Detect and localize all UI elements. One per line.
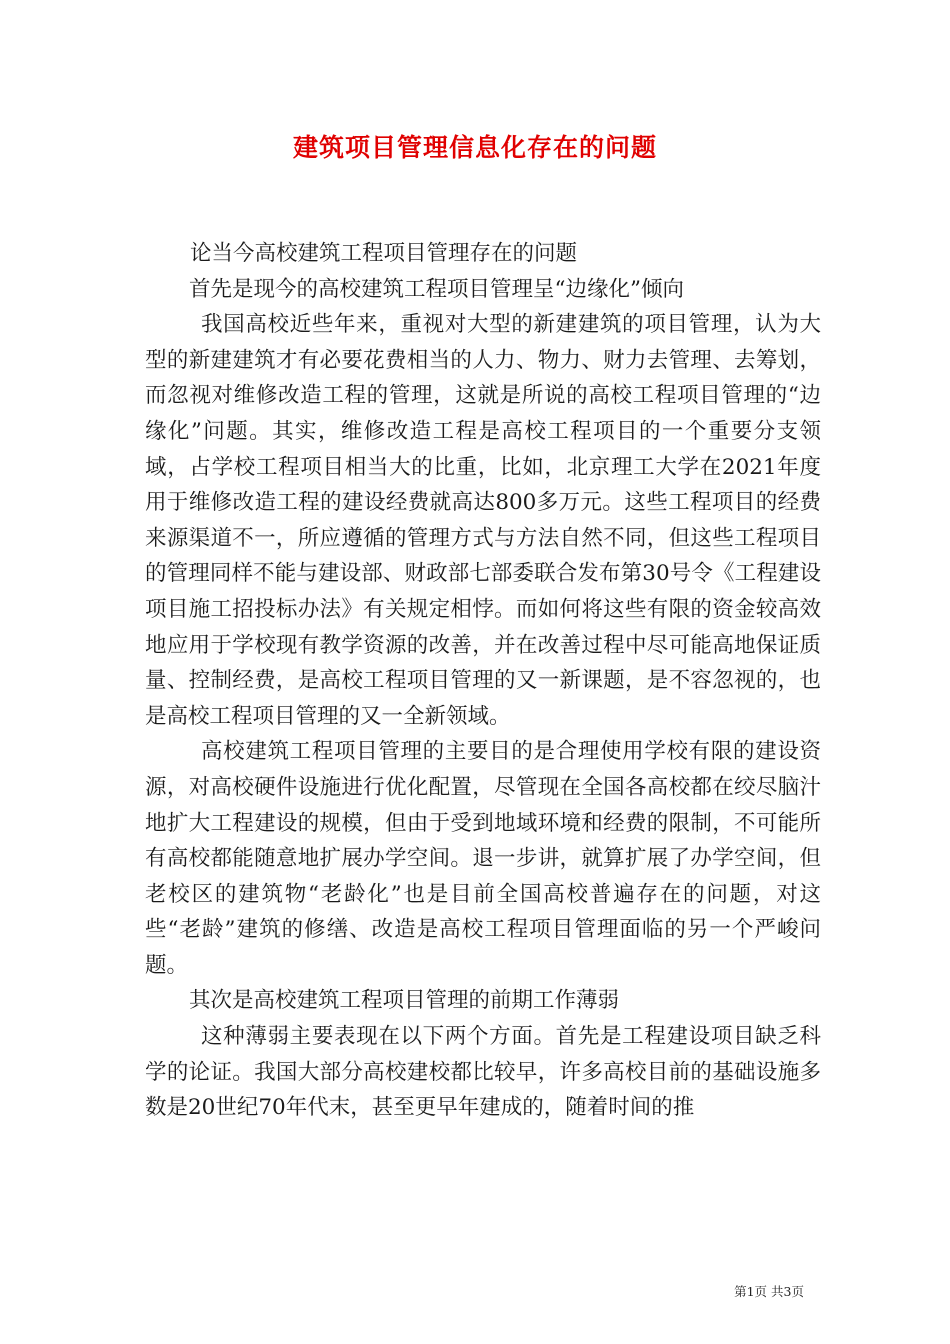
subheading-marginalization: 首先是现今的高校建筑工程项目管理呈“边缘化”倾向 bbox=[189, 276, 684, 302]
paragraph-resource-allocation: 高校建筑工程项目管理的主要目的是合理使用学校有限的建设资源，对高校硬件设施进行优化配置，尽管现在全国各高校都在绞尽脑汁地扩大工程建设的规模，但由于受到地域环境和经费的限制，不可能所有高校都能随意地扩展办学空间。退一步讲，就算扩展了办学空间，但老校区的建筑物“老龄化”也是目前全国高校普遍存在的问题，对这些“老龄”建筑的修缮、改造是高校工程项目管理面临的另一个严峻问题。 bbox=[145, 739, 821, 978]
document-page: 建筑项目管理信息化存在的问题 论当今高校建筑工程项目管理存在的问题 首先是现今的高校建筑工程项目管理呈“边缘化”倾向 我国高校近些年来，重视对大型的新建建筑的项目管理，认为大型的新建建筑才有必要花费相当的人力、物力、财力去管理、去筹划，而忽视对维修改造工程的管理，这就是所说的高校工程项目管理的“边缘化”问题。其实，维修改造工程是高校工程项目的一个重要分支领域，占学校工程项目相当大的比重，比如，北京理工大学在2021年度用于维修改造工程的建设经费就高达800多万元。这些工程项目的经费来源渠道不一，所应遵循的管理方式与方法自然不同，但这些工程项目的管理同样不能与建设部、财政部七部委联合发布第30号令《工程建设项目施工招投标办法》有关规定相悖。而如何将这些有限的资金较高效地应用于学校现有教学资源的改善，并在改善过程中尽可能高地保证质量、控制经费，是高校工程项目管理的又一新课题，是不容忽视的，也是高校工程项目管理的又一全新领域。 高校建筑工程项目管理的主要目的是合理使用学校有限的建设资源，对高校硬件设施进行优化配置，尽管现在全国各高校都在绞尽脑汁地扩大工程建设的规模，但由于受到地域环境和经费的限制，不可能所有高校都能随意地扩展办学空间。退一步讲，就算扩展了办学空间，但老校区的建筑物“老龄化”也是目前全国高校普遍存在的问题，对这些“老龄”建筑的修缮、改造是高校工程项目管理面临的另一个严峻问题。 其次是高校建筑工程项目管理的前期工作薄弱 这种薄弱主要表现在以下两个方面。首先是工程建设项目缺乏科学的论证。我国大部分高校建校都比较早，许多高校目前的基础设施多数是20世纪70年代末，甚至更早年建成的，随着时间的推 第1页 共3页 bbox=[0, 0, 950, 1344]
section-heading: 论当今高校建筑工程项目管理存在的问题 bbox=[190, 241, 578, 266]
document-title: 建筑项目管理信息化存在的问题 bbox=[292, 133, 657, 162]
subheading-preliminary-work: 其次是高校建筑工程项目管理的前期工作薄弱 bbox=[189, 988, 620, 1014]
paragraph-weakness-details: 这种薄弱主要表现在以下两个方面。首先是工程建设项目缺乏科学的论证。我国大部分高校建校都比较早，许多高校目前的基础设施多数是20世纪70年代末，甚至更早年建成的，随着时间的推 bbox=[145, 1024, 821, 1121]
document-body bbox=[145, 236, 821, 1126]
paragraph-maintenance-management: 我国高校近些年来，重视对大型的新建建筑的项目管理，认为大型的新建建筑才有必要花费相当的人力、物力、财力去管理、去筹划，而忽视对维修改造工程的管理，这就是所说的高校工程项目管理的“边缘化”问题。其实，维修改造工程是高校工程项目的一个重要分支领域，占学校工程项目相当大的比重，比如，北京理工大学在2021年度用于维修改造工程的建设经费就高达800多万元。这些工程项目的经费来源渠道不一，所应遵循的管理方式与方法自然不同，但这些工程项目的管理同样不能与建设部、财政部七部委联合发布第30号令《工程建设项目施工招投标办法》有关规定相悖。而如何将这些有限的资金较高效地应用于学校现有教学资源的改善，并在改善过程中尽可能高地保证质量、控制经费，是高校工程项目管理的又一新课题，是不容忽视的，也是高校工程项目管理的又一全新领域。 bbox=[145, 312, 821, 729]
